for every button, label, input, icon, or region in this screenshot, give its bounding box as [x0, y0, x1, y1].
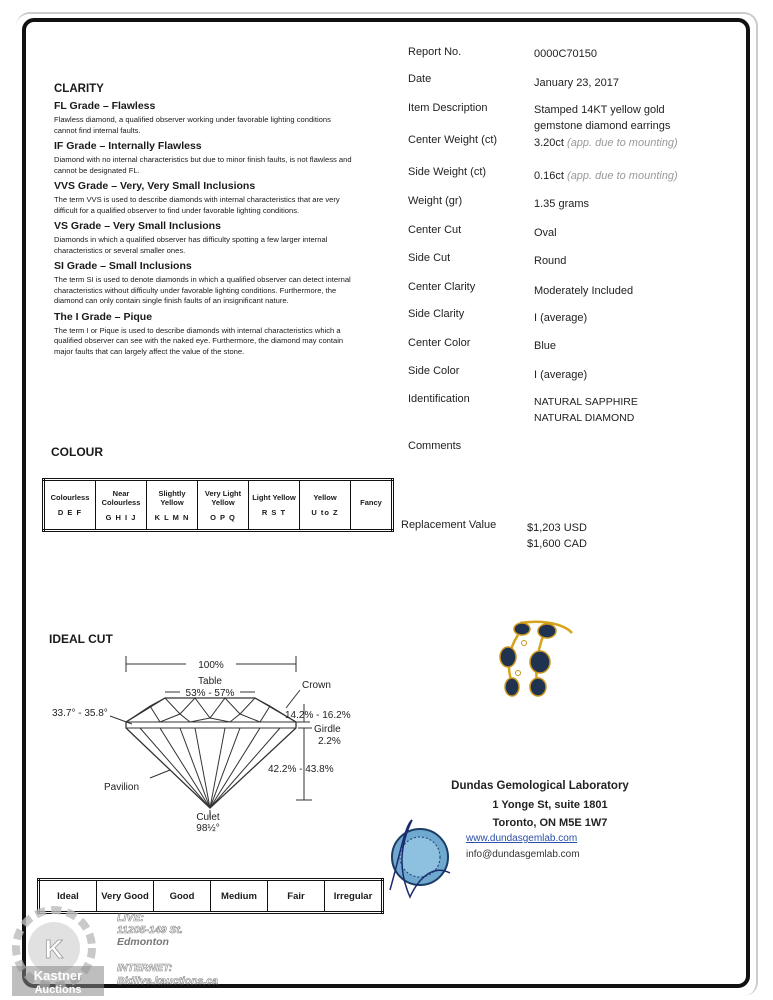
field-label: Date: [408, 73, 432, 85]
crown-facets: [150, 706, 270, 722]
side-cut: Round: [534, 255, 567, 267]
pavilion-facet: [140, 728, 210, 808]
internet-location: INTERNET: Bidlive.kauctions.ca: [117, 962, 218, 987]
side-diamond: [522, 641, 527, 646]
girdle-label: Girdle: [314, 724, 341, 735]
field-label: Side Clarity: [408, 308, 465, 320]
lab-seal: [380, 815, 455, 900]
clarity-grade: [54, 140, 364, 176]
clarity-grade-heading: VVS Grade – Very, Very Small Inclusions: [54, 180, 256, 192]
cut-grade-cell: Ideal: [39, 880, 97, 913]
field-label: Side Color: [408, 365, 460, 377]
center-color: Blue: [534, 340, 557, 352]
field-label: Side Weight (ct): [408, 166, 487, 178]
center-cut: Oval: [534, 227, 557, 239]
cut-grade-cell: Fair: [268, 880, 325, 913]
lab-email: info@dundasgemlab.com: [466, 849, 580, 860]
field-label: Center Weight (ct): [408, 134, 498, 146]
cut-grade-cell: Good: [154, 880, 211, 913]
field-label: Identification: [408, 393, 470, 405]
crown-label: Crown: [302, 680, 331, 691]
table-range: 53% - 57%: [185, 688, 235, 699]
lab-website-link[interactable]: www.dundasgemlab.com: [466, 833, 578, 844]
pavilion-pointer: [150, 770, 170, 778]
kastner-logo-icon: [4, 906, 114, 1000]
field-label: Side Cut: [408, 252, 451, 264]
cut-grade-cell: Medium: [211, 880, 268, 913]
live-location: LIVE: 11205-149 St. Edmonton: [117, 912, 183, 948]
weight-grams: 1.35 grams: [534, 198, 590, 210]
total-width-label: 100%: [198, 660, 224, 671]
clarity-grade-heading: IF Grade – Internally Flawless: [54, 140, 202, 152]
clarity-grade-heading: FL Grade – Flawless: [54, 100, 156, 112]
clarity-grade-desc: The term I or Pique is used to describe diamonds with internal characteristics which a qualified observer can see with the naked eye. Furthermore, the diamond may contain major faults that can largely affect the value of the stone.: [54, 325, 344, 356]
culet-value: 98½°: [196, 823, 220, 833]
colour-scale-table: [42, 478, 394, 532]
identification: NATURAL SAPPHIRE NATURAL DIAMOND: [534, 396, 638, 424]
item-description: Stamped 14KT yellow gold gemstone diamond earrings: [534, 104, 671, 132]
pavilion-depth: 42.2% - 43.8%: [268, 764, 334, 775]
clarity-title: CLARITY: [54, 83, 104, 95]
field-label: Report No.: [408, 46, 462, 58]
clarity-grade-heading: The I Grade – Pique: [54, 310, 153, 323]
colour-cell: Near Colourless G H I J: [96, 480, 147, 531]
center-clarity: Moderately Included: [534, 285, 634, 297]
report-date: January 23, 2017: [534, 77, 620, 89]
auction-watermark: [0, 906, 250, 1000]
colour-cell: Very Light Yellow O P Q: [198, 480, 249, 531]
side-color: I (average): [534, 369, 588, 381]
replacement-value: $1,203 USD $1,600 CAD: [527, 522, 587, 550]
colour-title: COLOUR: [51, 445, 103, 459]
pavilion-label: Pavilion: [104, 782, 140, 793]
field-label: Center Cut: [408, 224, 462, 236]
clarity-grade-desc: Flawless diamond, a qualified observer working under favorable lighting conditions cannot find internal faults.: [54, 115, 331, 135]
clarity-grade: [54, 180, 364, 216]
crown-height: 14.2% - 16.2%: [285, 710, 351, 721]
side-diamond: [516, 671, 521, 676]
field-label: Weight (gr): [408, 195, 463, 207]
crown-angle: 33.7° - 35.8°: [52, 708, 108, 719]
earrings-photo: [490, 615, 580, 705]
field-label: Comments: [408, 440, 462, 452]
sapphire-stones: [500, 623, 556, 696]
clarity-grade: [54, 220, 364, 256]
field-label: Item Description: [408, 102, 488, 114]
colour-cell: Fancy: [351, 480, 393, 531]
lab-name: Dundas Gemological Laboratory: [451, 780, 629, 792]
cut-grade-cell: Very Good: [97, 880, 154, 913]
culet-label: Culet: [196, 812, 220, 823]
crown-pointer: [286, 690, 300, 708]
clarity-grade-heading: SI Grade – Small Inclusions: [54, 260, 192, 272]
clarity-grade: [54, 311, 364, 358]
svg-text:K: K: [44, 934, 64, 964]
lab-address-line1: 1 Yonge St, suite 1801: [492, 799, 608, 811]
girdle-value: 2.2%: [318, 736, 341, 747]
clarity-grade-heading: VS Grade – Very Small Inclusions: [54, 220, 221, 232]
cut-grade-cell: Irregular: [325, 880, 383, 913]
colour-cell: Colourless D E F: [44, 480, 96, 531]
clarity-grade: [54, 260, 364, 307]
field-label: Center Color: [408, 337, 471, 349]
colour-cell: Yellow U to Z: [300, 480, 351, 531]
field-label: Replacement Value: [401, 519, 497, 531]
field-label: Center Clarity: [408, 281, 476, 293]
ideal-cut-title: IDEAL CUT: [49, 632, 113, 646]
table-label: Table: [198, 676, 222, 687]
lab-address-line2: Toronto, ON M5E 1W7: [492, 817, 608, 829]
clarity-grade-desc: Diamond with no internal characteristics but due to minor finish faults, is not flawless and cannot be designated FL.: [54, 155, 352, 175]
clarity-grade-desc: Diamonds in which a qualified observer has difficulty spotting a few larger internal characteristics or several smaller ones.: [54, 235, 328, 255]
colour-cell: Light Yellow R S T: [249, 480, 300, 531]
side-clarity: I (average): [534, 312, 588, 324]
report-number: 0000C70150: [534, 48, 598, 60]
ideal-cut-diagram: [40, 648, 370, 833]
brand-top: Kastner: [33, 968, 83, 983]
side-weight: 0.16ct (app. due to mounting): [534, 170, 678, 182]
colour-cell: Slightly Yellow K L M N: [147, 480, 198, 531]
clarity-grade: [54, 100, 364, 136]
clarity-grade-desc: The term VVS is used to describe diamonds with internal characteristics that are very difficult for a qualified observer to find under favorable lighting conditions.: [54, 195, 340, 215]
clarity-grade-desc: The term SI is used to denote diamonds in which a qualified observer can detect internal characteristics without difficulty under favorable lighting conditions. Furthermore, the diamond can only contain single finish faults of an insignificant nature.: [54, 275, 351, 305]
clarity-section: [54, 83, 364, 357]
center-weight: 3.20ct (app. due to mounting): [534, 137, 678, 149]
diamond-silhouette: [126, 698, 296, 808]
brand-bottom: Auctions: [34, 984, 82, 996]
